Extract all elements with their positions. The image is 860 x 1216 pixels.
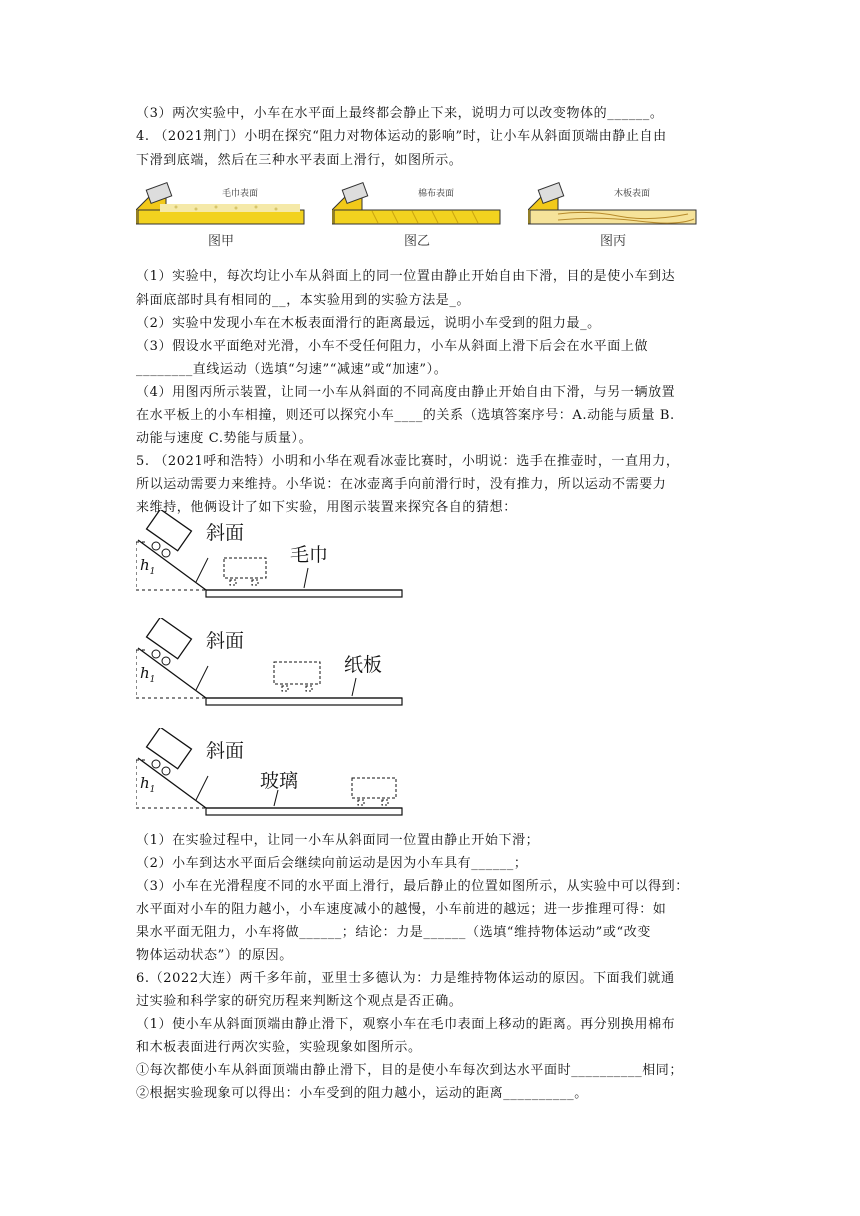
- question-5-part-1: （1）在实验过程中，让同一小车从斜面同一位置由静止开始下滑；: [136, 833, 540, 848]
- question-5-stem-a: 5. （2021呼和浩特）小明和小华在观看冰壶比赛时，小明说：选手在推壶时，一直用力，: [136, 454, 680, 469]
- incline-diagram-towel: [136, 510, 406, 610]
- surface-label-cotton: 棉布表面: [418, 189, 455, 199]
- question-4-part-4b: 在水平板上的小车相撞，则还可以探究小车____的关系（选填答案序号：A.动能与质量 B.: [136, 408, 675, 423]
- height-label-1: $h_1$: [140, 556, 156, 577]
- incline-label-1: 斜面: [206, 522, 245, 544]
- question-5-part-3b: 水平面对小车的阻力越小，小车速度减小的越慢，小车前进的越远；进一步推理可得：如: [136, 902, 667, 917]
- question-3-conclusion: （3）两次实验中，小车在水平面上最终都会静止下来，说明力可以改变物体的______。: [136, 106, 664, 121]
- question-4-part-1b: 斜面底部时具有相同的__，本实验用到的实验方法是_。: [136, 293, 471, 308]
- figure-panel-towel: [136, 180, 326, 260]
- surface-figure: [136, 180, 716, 260]
- question-5-stem-c: 来维持，他俩设计了如下实验，用图示装置来探究各自的猜想：: [136, 500, 517, 515]
- question-5-part-3d: 物体运动状态”）的原因。: [136, 948, 293, 963]
- question-4-part-4c: 动能与速度 C.势能与质量）。: [136, 431, 313, 446]
- question-5-stem-b: 所以运动需要力来维持。小华说：在冰壶离手向前滑行时，没有推力，所以运动不需要力: [136, 477, 667, 492]
- incline-diagram-cardboard: [136, 618, 406, 718]
- surface-label-boli: 玻璃: [260, 770, 299, 792]
- question-5-part-3c: 果水平面无阻力，小车将做______；结论：力是______（选填“维持物体运动”或“改变: [136, 925, 651, 940]
- surface-label-wood: 木板表面: [614, 189, 651, 199]
- height-label-2: $h_1$: [140, 664, 156, 685]
- question-4-part-3b: ________直线运动（选填“匀速”“减速”或“加速”）。: [136, 362, 448, 377]
- question-6-stem-b: 过实验和科学家的研究历程来判断这个观点是否正确。: [136, 994, 463, 1009]
- incline-diagram-glass: [136, 728, 406, 828]
- incline-label-3: 斜面: [206, 740, 245, 762]
- question-6-part-1-i: ①每次都使小车从斜面顶端由静止滑下，目的是使小车每次到达水平面时__________相同；: [136, 1063, 684, 1078]
- incline-label-2: 斜面: [206, 630, 245, 652]
- surface-label-towel: 毛巾表面: [222, 189, 259, 199]
- caption-jia: 图甲: [207, 234, 234, 249]
- figure-panel-wood: [528, 180, 718, 260]
- question-6-part-1-ii: ②根据实验现象可以得出：小车受到的阻力越小，运动的距离__________。: [136, 1086, 588, 1101]
- question-4-part-1a: （1）实验中，每次均让小车从斜面上的同一位置由静止开始自由下滑，目的是使小车到达: [136, 269, 676, 284]
- surface-label-maojin: 毛巾: [290, 544, 329, 566]
- surface-label-zhiban: 纸板: [344, 654, 383, 676]
- question-6-part-1a: （1）使小车从斜面顶端由静止滑下，观察小车在毛巾表面上移动的距离。再分别换用棉布: [136, 1017, 676, 1032]
- question-4-stem: 4. （2021荆门）小明在探究“阻力对物体运动的影响”时，让小车从斜面顶端由静止自由: [136, 129, 667, 144]
- question-5-part-3a: （3）小车在光滑程度不同的水平面上滑行，最后静止的位置如图所示，从实验中可以得到：: [136, 879, 689, 894]
- question-4-part-4a: （4）用图丙所示装置，让同一小车从斜面的不同高度由静止开始自由下滑，与另一辆放置: [136, 385, 676, 400]
- figure-panel-cotton: [332, 180, 522, 260]
- question-4-part-2: （2）实验中发现小车在木板表面滑行的距离最远，说明小车受到的阻力最_。: [136, 316, 601, 331]
- caption-yi: 图乙: [403, 234, 430, 249]
- question-4-part-3a: （3）假设水平面绝对光滑，小车不受任何阻力，小车从斜面上滑下后会在水平面上做: [136, 339, 649, 354]
- question-6-stem-a: 6.（2022大连）两千多年前，亚里士多德认为：力是维持物体运动的原因。下面我们就通: [136, 971, 675, 986]
- caption-bing: 图丙: [599, 234, 626, 249]
- question-5-part-2: （2）小车到达水平面后会继续向前运动是因为小车具有______；: [136, 856, 528, 871]
- question-6-part-1b: 和木板表面进行两次实验，实验现象如图所示。: [136, 1040, 422, 1055]
- height-label-3: $h_1$: [140, 774, 156, 795]
- question-4-stem-cont: 下滑到底端，然后在三种水平表面上滑行，如图所示。: [136, 153, 463, 168]
